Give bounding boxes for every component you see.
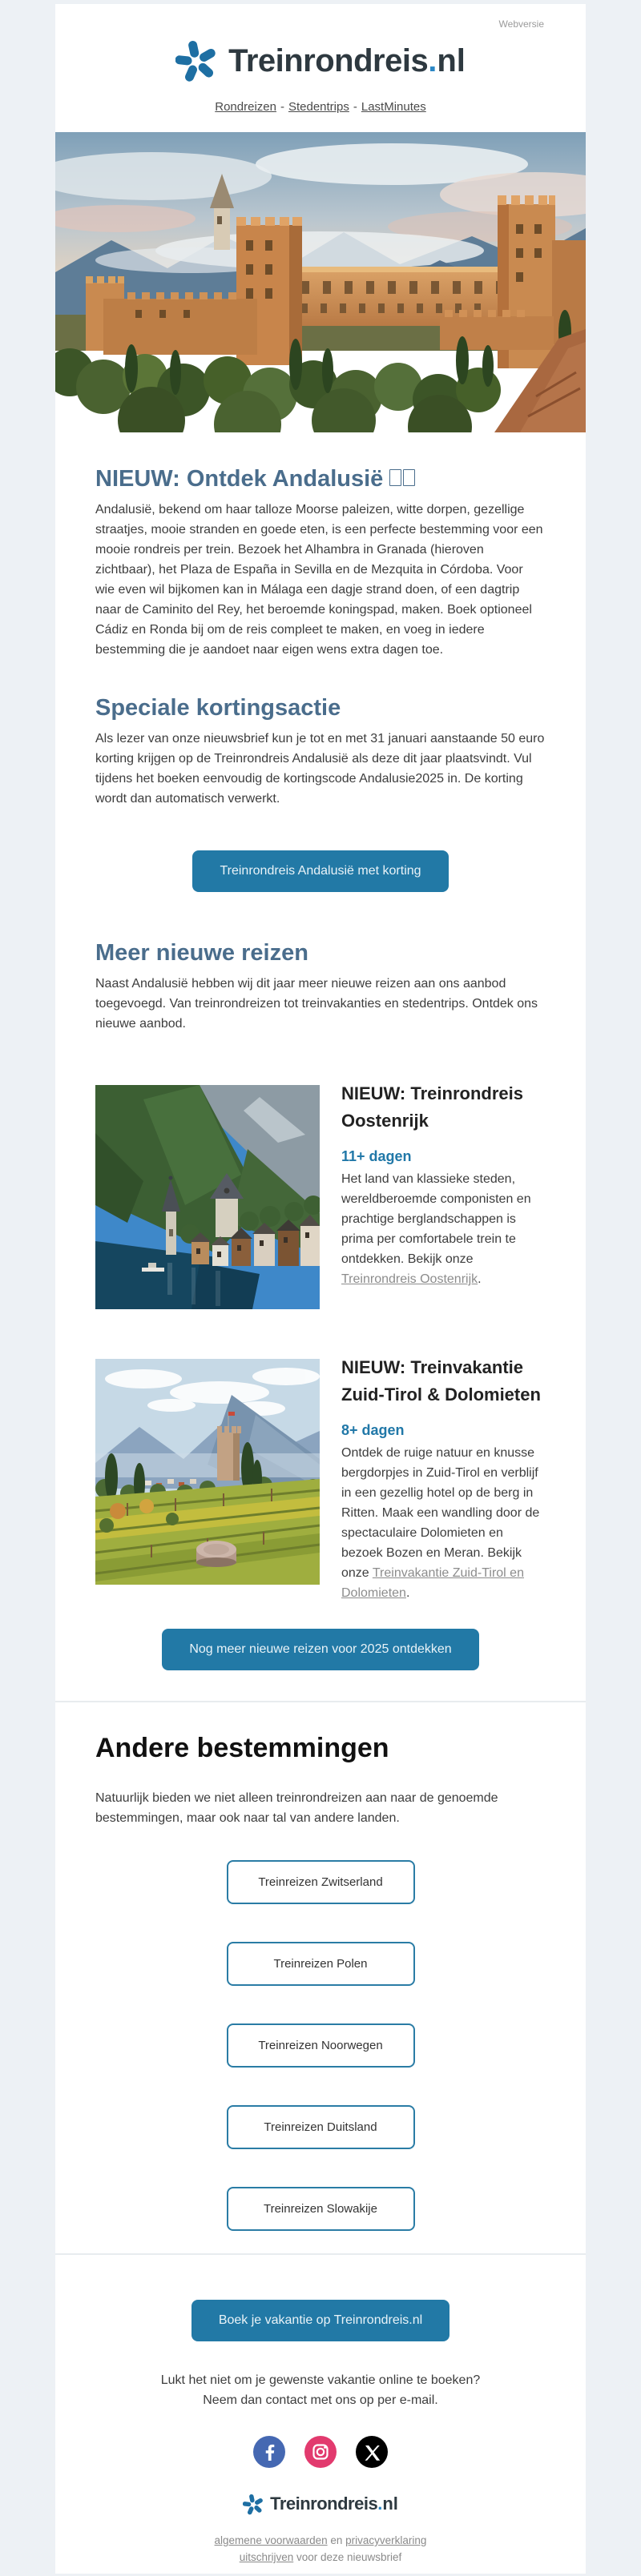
x-twitter-icon[interactable]: [356, 2436, 388, 2468]
discount-button-row: [95, 850, 546, 892]
privacy-link[interactable]: privacyverklaring: [345, 2534, 427, 2546]
contact-line-2: Neem dan contact met ons op per e-mail.: [203, 2393, 438, 2407]
destinations-paragraph: Natuurlijk bieden we niet alleen treinrondreizen aan naar de genoemde bestemmingen, maar ook naar tal van andere landen.: [95, 1791, 498, 1825]
footer-logo-wordmark: Treinrondreis: [270, 2494, 378, 2514]
terms-link[interactable]: algemene voorwaarden: [214, 2534, 328, 2546]
social-icons: [95, 2436, 546, 2468]
card-description: Het land van klassieke steden, wereldberoemde componisten en prachtige berglandschappen is prima per comfortabele trein te ontdekken. Bekijk onze Treinrondreis Oostenrijk.: [341, 1172, 531, 1286]
brand-logo: [55, 38, 586, 84]
unsubscribe-link[interactable]: uitschrijven: [239, 2551, 294, 2563]
trip-card-oostenrijk: [95, 1085, 546, 1309]
card-duration: 8+ dagen: [341, 1422, 405, 1438]
contact-text: [95, 2370, 546, 2410]
nav-link-stedentrips[interactable]: Stedentrips: [288, 100, 349, 114]
hero-image-alhambra: [55, 132, 586, 432]
nav-link-rondreizen[interactable]: Rondreizen: [215, 100, 276, 114]
intro-title: NIEUW: Ontdek Andalusië: [95, 463, 546, 495]
book-vacation-button[interactable]: Boek je vakantie op Treinrondreis.nl: [191, 2300, 450, 2341]
nav-link-lastminutes[interactable]: LastMinutes: [361, 100, 426, 114]
card-title: NIEUW: Treinrondreis Oostenrijk: [341, 1083, 523, 1131]
intro-paragraph: Andalusië, bekend om haar talloze Moorse paleizen, witte dorpen, gezellige straatjes, mooie stranden en goede eten, is een perfecte bestemming voor een mooie rondreis per trein. Bezoek het Alhambra in Granada (hieroven zichtbaar), het Plaza de España in Sevilla en de Mezquita in Córdoba. Voor wie even wil bijkomen kan in Málaga een dagje strand doen, of een dagtrip naar de Caminito del Rey, het beroemde koningspad, maken. Boek optioneel Cádiz en Ronda bij om de reis compleet te maken, en voeg in iedere bestemming die je aandoet naar eigen wens extra dagen toe.: [95, 503, 543, 657]
footer-section: [55, 2300, 586, 2567]
instagram-icon[interactable]: [304, 2436, 337, 2468]
more-trips-button-row: [95, 1629, 546, 1670]
more-trips-button[interactable]: Nog meer nieuwe reizen voor 2025 ontdekken: [162, 1629, 478, 1670]
button-treinreizen-noorwegen[interactable]: Treinreizen Noorwegen: [227, 2023, 415, 2068]
logo-wordmark: Treinrondreis: [228, 42, 429, 78]
divider: [55, 1701, 586, 1702]
card-image-hallstatt: [95, 1085, 320, 1309]
card-image-zuid-tirol: [95, 1359, 320, 1585]
button-treinreizen-slowakije[interactable]: Treinreizen Slowakije: [227, 2187, 415, 2231]
card-text-oostenrijk: [341, 1085, 546, 1289]
card-description: Ontdek de ruige natuur en knusse bergdorpjes in Zuid-Tirol en verblijf in een gezellig hotel op de berg in Ritten. Maak een wandling door de spectaculaire Dolomieten en bezoek Bozen en Meran. Bekijk onze Treinvakantie Zuid-Tirol en Dolomieten.: [341, 1446, 540, 1600]
asterisk-logo-icon: [175, 39, 217, 82]
email-container: [55, 4, 586, 2574]
facebook-icon[interactable]: [253, 2436, 285, 2468]
more-trips-title: Meer nieuwe reizen: [95, 940, 308, 966]
footer-links-line-1: algemene voorwaarden en privacyverklaring: [214, 2534, 427, 2546]
webversie-link[interactable]: Webversie: [498, 18, 544, 30]
button-treinreizen-duitsland[interactable]: Treinreizen Duitsland: [227, 2105, 415, 2149]
card-link-zuid-tirol[interactable]: Treinvakantie Zuid-Tirol en Dolomieten: [341, 1566, 524, 1600]
flag-emoji-placeholder: [403, 469, 415, 486]
card-link-oostenrijk[interactable]: Treinrondreis Oostenrijk: [341, 1272, 478, 1286]
contact-line-1: Lukt het niet om je gewenste vakantie online te boeken?: [160, 2373, 481, 2387]
header-nav: [55, 100, 586, 116]
nav-separator: -: [280, 100, 284, 114]
footer-links-line-2: uitschrijven voor deze nieuwsbrief: [239, 2551, 402, 2563]
card-title: NIEUW: Treinvakantie Zuid-Tirol & Dolomieten: [341, 1357, 541, 1405]
card-duration: 11+ dagen: [341, 1148, 412, 1164]
nav-separator: -: [353, 100, 357, 114]
card-text-zuid-tirol: [341, 1359, 546, 1603]
button-treinreizen-zwitserland[interactable]: Treinreizen Zwitserland: [227, 1860, 415, 1904]
main-content: [55, 463, 586, 1670]
footer-logo-tld: .nl: [377, 2494, 398, 2514]
discount-button[interactable]: Treinrondreis Andalusië met korting: [192, 850, 448, 892]
webversie-row: [55, 4, 586, 30]
flag-emoji-placeholder: [389, 469, 401, 486]
cta-button-row: [95, 2300, 546, 2341]
destination-buttons: [95, 1860, 546, 2231]
more-trips-paragraph: Naast Andalusië hebben wij dit jaar meer nieuwe reizen aan ons aanbod toegevoegd. Van treinrondreizen tot treinvakanties en stedentrips. Ontdek ons nieuwe aanbod.: [95, 977, 538, 1031]
trip-card-zuid-tirol: [95, 1359, 546, 1603]
discount-title: Speciale kortingsactie: [95, 695, 341, 721]
logo-tld: .nl: [428, 42, 466, 78]
footer-links: [95, 2532, 546, 2567]
destinations-title: Andere bestemmingen: [95, 1733, 389, 1763]
asterisk-logo-icon: [243, 2494, 264, 2515]
divider: [55, 2253, 586, 2255]
discount-paragraph: Als lezer van onze nieuwsbrief kun je tot en met 31 januari aanstaande 50 euro korting krijgen op de Treinrondreis Andalusië als deze dit jaar plaatsvindt. Vul tijdens het boeken eenvoudig de kortingscode Andalusie2025 in. De korting wordt dan automatisch verwerkt.: [95, 732, 545, 806]
destinations-section: [55, 1730, 586, 2231]
footer-brand-logo: [95, 2492, 546, 2516]
button-treinreizen-polen[interactable]: Treinreizen Polen: [227, 1942, 415, 1986]
